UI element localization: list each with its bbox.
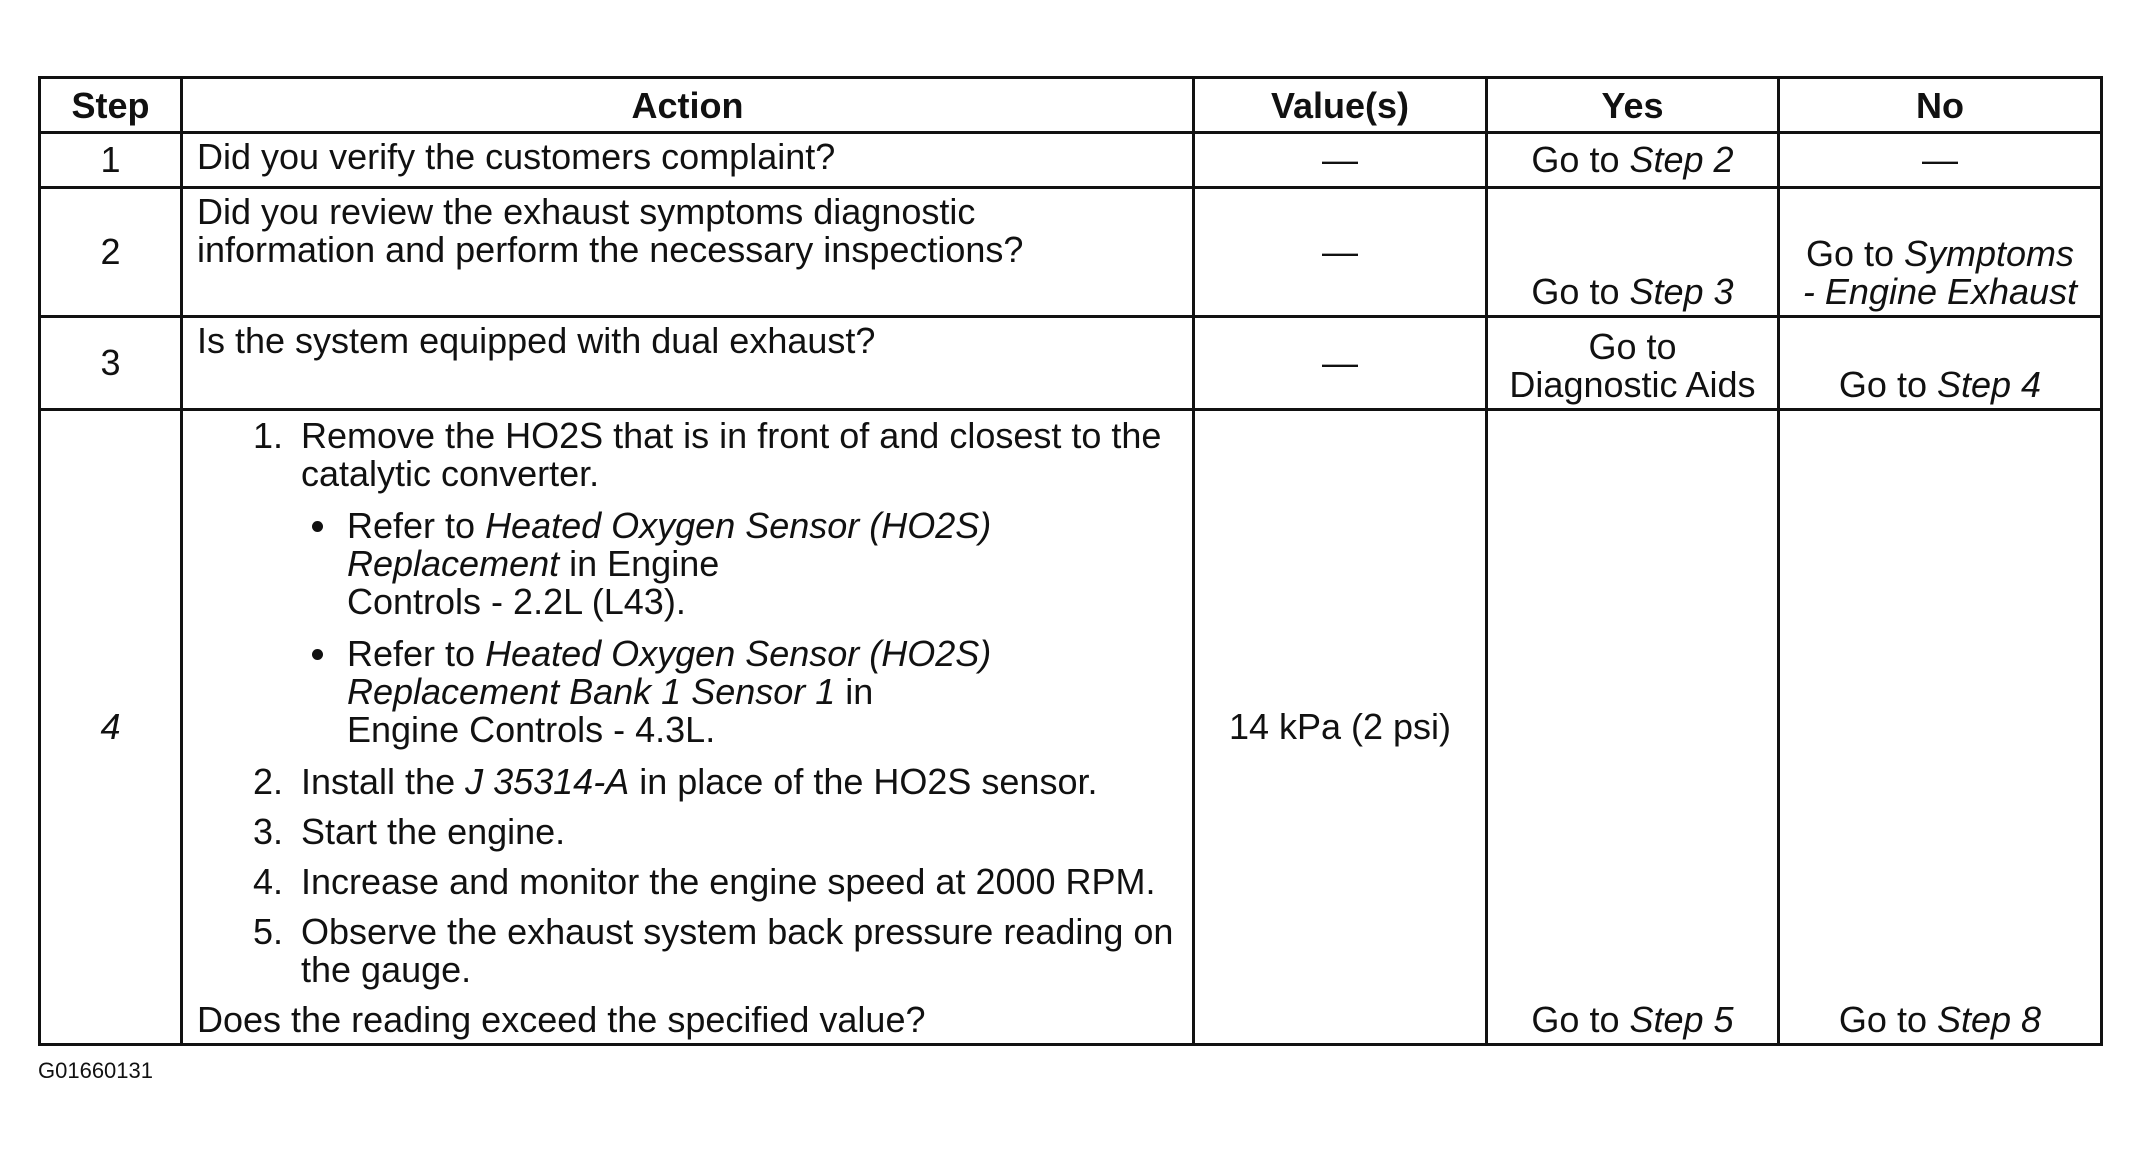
step-number: 2 bbox=[40, 188, 182, 317]
yes-step-link[interactable]: Step 3 bbox=[1629, 271, 1734, 312]
procedure-sub-item bbox=[341, 635, 1178, 749]
sub-prefix: Refer to bbox=[347, 633, 486, 674]
table-row bbox=[40, 317, 2102, 410]
sub-prefix: Refer to bbox=[347, 505, 486, 546]
no-line-1 bbox=[1794, 235, 2086, 273]
procedure-sub-list bbox=[301, 507, 1178, 749]
procedure-step-5: 5. Observe the exhaust system back pressure reading on the gauge. bbox=[293, 913, 1178, 989]
action-text bbox=[182, 188, 1194, 317]
procedure-step-2 bbox=[293, 763, 1178, 801]
diagnostic-table bbox=[38, 76, 2103, 1046]
ho2s-replacement-link[interactable]: Heated Oxygen Sensor (HO2S) Replacement bbox=[347, 505, 992, 584]
ho2s-bank1-link[interactable]: Heated Oxygen Sensor (HO2S) Replacement Bank 1 Sensor 1 bbox=[347, 633, 992, 712]
sub-suffix: Controls - 2.2L (L43). bbox=[347, 581, 686, 622]
procedure-step-3: 3. Start the engine. bbox=[293, 813, 1178, 851]
no-cell bbox=[1779, 188, 2102, 317]
value-cell: 14 kPa (2 psi) bbox=[1194, 410, 1487, 1045]
sub-mid: in Engine bbox=[559, 543, 720, 584]
no-cell bbox=[1779, 317, 2102, 410]
no-cell bbox=[1779, 410, 2102, 1045]
action-line: information and perform the necessary inspections? bbox=[197, 229, 1024, 270]
sub-mid: in bbox=[835, 671, 874, 712]
yes-step-link[interactable]: Step 2 bbox=[1629, 139, 1734, 180]
yes-prefix: Go to bbox=[1531, 139, 1630, 180]
procedure-step-text: Remove the HO2S that is in front of and closest to the catalytic converter. bbox=[301, 415, 1162, 494]
figure-id: G01660131 bbox=[38, 1058, 153, 1083]
yes-cell bbox=[1487, 410, 1779, 1045]
action-line: Did you review the exhaust symptoms diagnostic bbox=[197, 191, 976, 232]
table-row bbox=[40, 410, 2102, 1045]
step-number: 4 bbox=[40, 410, 182, 1045]
header-action: Action bbox=[182, 78, 1194, 133]
header-step: Step bbox=[40, 78, 182, 133]
action-question: Does the reading exceed the specified value? bbox=[197, 999, 926, 1040]
action-text: Is the system equipped with dual exhaust? bbox=[182, 317, 1194, 410]
action-text: Did you verify the customers complaint? bbox=[182, 133, 1194, 188]
procedure-sub-item bbox=[341, 507, 1178, 621]
yes-step-link[interactable]: Step 5 bbox=[1629, 999, 1734, 1040]
sub-suffix: Engine Controls - 4.3L. bbox=[347, 709, 716, 750]
yes-diagnostic-aids-link[interactable]: Diagnostic Aids bbox=[1509, 364, 1756, 405]
yes-cell bbox=[1487, 317, 1779, 410]
step2-prefix: Install the bbox=[301, 761, 466, 802]
yes-prefix: Go to bbox=[1531, 999, 1630, 1040]
no-ref-link-cont[interactable]: - Engine Exhaust bbox=[1802, 271, 2078, 312]
yes-prefix: Go to bbox=[1531, 271, 1630, 312]
procedure-step-4: 4. Increase and monitor the engine speed at 2000 RPM. bbox=[293, 863, 1178, 901]
procedure-step-1 bbox=[293, 417, 1178, 749]
procedure-list bbox=[197, 417, 1178, 989]
step2-suffix: in place of the HO2S sensor. bbox=[629, 761, 1098, 802]
value-cell: — bbox=[1194, 188, 1487, 317]
no-step-link[interactable]: Step 4 bbox=[1936, 364, 2042, 405]
yes-cell bbox=[1487, 133, 1779, 188]
tool-reference: J 35314-A bbox=[465, 761, 630, 802]
no-prefix: Go to bbox=[1838, 999, 1937, 1040]
no-cell: — bbox=[1779, 133, 2102, 188]
value-cell: — bbox=[1194, 133, 1487, 188]
no-prefix: Go to bbox=[1838, 364, 1937, 405]
action-text bbox=[182, 410, 1194, 1045]
header-no: No bbox=[1779, 78, 2102, 133]
no-prefix: Go to bbox=[1805, 233, 1904, 274]
yes-line-1: Go to bbox=[1588, 326, 1677, 367]
step-number: 3 bbox=[40, 317, 182, 410]
table-row bbox=[40, 133, 2102, 188]
yes-cell bbox=[1487, 188, 1779, 317]
step-number: 1 bbox=[40, 133, 182, 188]
header-yes: Yes bbox=[1487, 78, 1779, 133]
value-cell: — bbox=[1194, 317, 1487, 410]
no-step-link[interactable]: Step 8 bbox=[1936, 999, 2042, 1040]
header-values: Value(s) bbox=[1194, 78, 1487, 133]
table-row bbox=[40, 188, 2102, 317]
header-row bbox=[40, 78, 2102, 133]
no-ref-link[interactable]: Symptoms bbox=[1904, 233, 2075, 274]
